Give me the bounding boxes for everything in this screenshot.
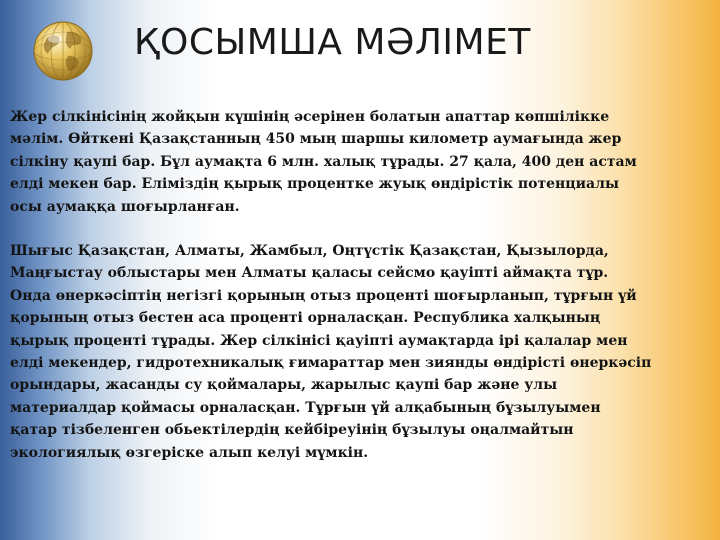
body-text [10,106,708,464]
paragraph-1: Жер сілкінісінің жойқын күшінің әсерінен болатын апаттар көпшілікке мәлім. Өйткені Қазақстанның 450 мың шаршы километр аумағында жер сілкіну қаупі бар. Бұл аумақта 6 млн. халық тұрады. 27 қала, 400 ден астам елді мекен бар. Еліміздің қырық процентке жуық өндірістік потенциалы осы аумаққа шоғырланған. [10,109,637,215]
globe-icon [30,18,96,84]
paragraph-2: Шығыс Қазақстан, Алматы, Жамбыл, Оңтүстік Қазақстан, Қызылорда, Маңғыстау облыстары мен Алматы қаласы сейсмо қауіпті аймақта тұр. Онда өнеркәсіптің негізгі қорының отыз проценті шоғырланып, тұрғын үй қорының отыз бестен аса проценті орналасқан. Республика халқының қырық проценті тұрады. Жер сілкінісі қауіпті аумақтарда ірі қалалар мен елді мекендер, гидротехникалық ғимараттар мен зиянды өндірісті өнеркәсіп орындары, жасанды су қоймалары, жарылыс қаупі бар және улы материалдар қоймасы орналасқан. Тұрғын үй алқабының бұзылуымен қатар тізбеленген обьектілердің кейбіреуінің бұзылуы оңалмайтын экологиялық өзгеріске алып келуі мүмкін. [10,243,652,461]
slide-title: ҚОСЫМША МӘЛІМЕТ [134,22,531,63]
